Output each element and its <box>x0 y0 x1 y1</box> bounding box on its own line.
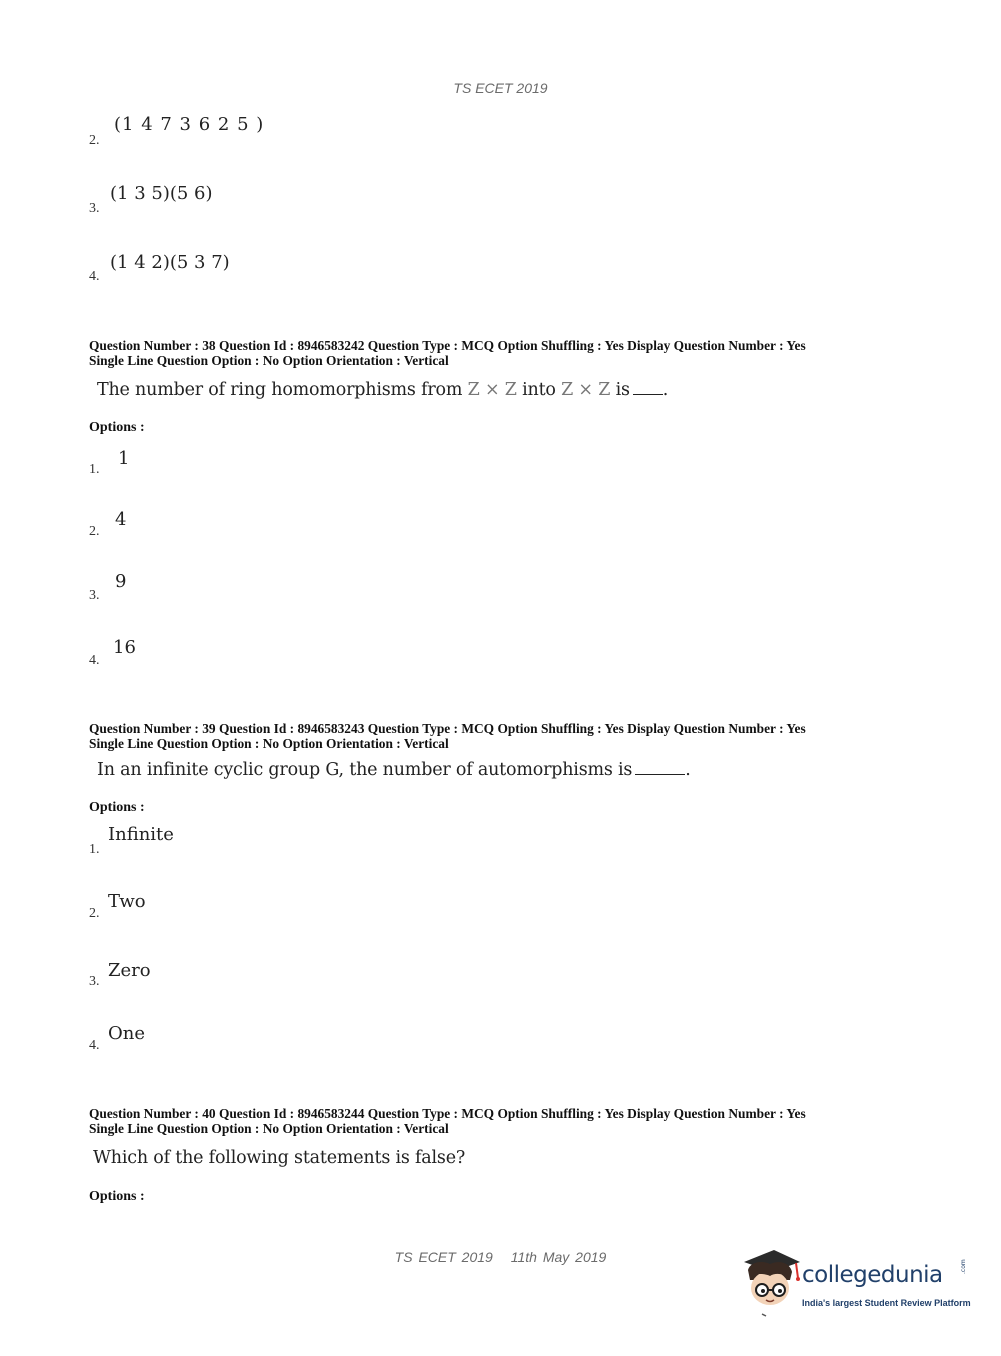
option-number: 3. <box>89 588 100 603</box>
math-z-cross-z: Z × Z <box>561 380 611 400</box>
option-number: 4. <box>89 1038 100 1053</box>
answer-blank <box>635 760 685 775</box>
option-number: 4. <box>89 653 100 668</box>
question-meta-line-2: Single Line Question Option : No Option Orientation : Vertical <box>89 735 449 751</box>
option-value: (1 3 5)(5 6) <box>110 183 213 204</box>
option-value: 1 <box>118 448 130 469</box>
option-value: 4 <box>115 509 127 530</box>
option-number: 2. <box>89 133 100 148</box>
options-label: Options : <box>89 1189 145 1204</box>
logo-suffix: .com <box>960 1259 967 1274</box>
option-value: Zero <box>108 960 151 981</box>
question-text <box>97 760 691 780</box>
options-label: Options : <box>89 800 145 815</box>
option-value: 9 <box>115 571 127 592</box>
answer-blank <box>633 380 663 395</box>
option-value: One <box>108 1023 146 1044</box>
question-text-end: . <box>685 760 691 780</box>
logo-tagline: India's largest Student Review Platform <box>802 1298 971 1308</box>
page-header: TS ECET 2019 <box>453 80 548 96</box>
question-text-end: . <box>662 380 669 400</box>
option-number: 3. <box>89 201 100 216</box>
question-meta-line-2: Single Line Question Option : No Option Orientation : Vertical <box>89 352 449 368</box>
mascot-icon <box>740 1248 802 1320</box>
options-label: Options : <box>89 420 145 435</box>
question-meta-line-1: Question Number : 38 Question Id : 8946583242 Question Type : MCQ Option Shuffling : Yes Display Question Number : Yes <box>89 338 806 353</box>
logo-brand: collegedunia <box>802 1262 943 1288</box>
question-text <box>97 380 668 400</box>
question-text-part: The number of ring homomorphisms from <box>97 380 468 400</box>
question-text-part: is <box>610 380 630 400</box>
option-value: Infinite <box>108 824 174 845</box>
question-text-part: into <box>516 380 562 400</box>
option-value: (1 4 7 3 6 2 5 ) <box>114 114 265 135</box>
option-value: 16 <box>113 637 136 658</box>
footer-exam: TS ECET 2019 <box>394 1249 493 1265</box>
option-number: 2. <box>89 524 100 539</box>
option-number: 1. <box>89 842 100 857</box>
footer-date: 11th May 2019 <box>510 1249 607 1265</box>
question-text-part: In an infinite cyclic group G, the number of automorphisms is <box>97 760 633 780</box>
question-text: Which of the following statements is false? <box>93 1148 466 1168</box>
question-meta-line-2: Single Line Question Option : No Option Orientation : Vertical <box>89 1120 449 1136</box>
option-number: 3. <box>89 974 100 989</box>
math-z-cross-z: Z × Z <box>467 380 517 400</box>
question-meta <box>89 722 909 751</box>
question-meta <box>89 339 909 368</box>
option-number: 2. <box>89 906 100 921</box>
question-meta <box>89 1107 909 1136</box>
option-number: 1. <box>89 462 100 477</box>
question-meta-line-1: Question Number : 39 Question Id : 8946583243 Question Type : MCQ Option Shuffling : Yes Display Question Number : Yes <box>89 721 806 736</box>
option-value: (1 4 2)(5 3 7) <box>110 252 230 273</box>
collegedunia-logo <box>740 1248 980 1320</box>
option-number: 4. <box>89 269 100 284</box>
option-value: Two <box>108 891 146 912</box>
question-meta-line-1: Question Number : 40 Question Id : 8946583244 Question Type : MCQ Option Shuffling : Yes Display Question Number : Yes <box>89 1106 806 1121</box>
